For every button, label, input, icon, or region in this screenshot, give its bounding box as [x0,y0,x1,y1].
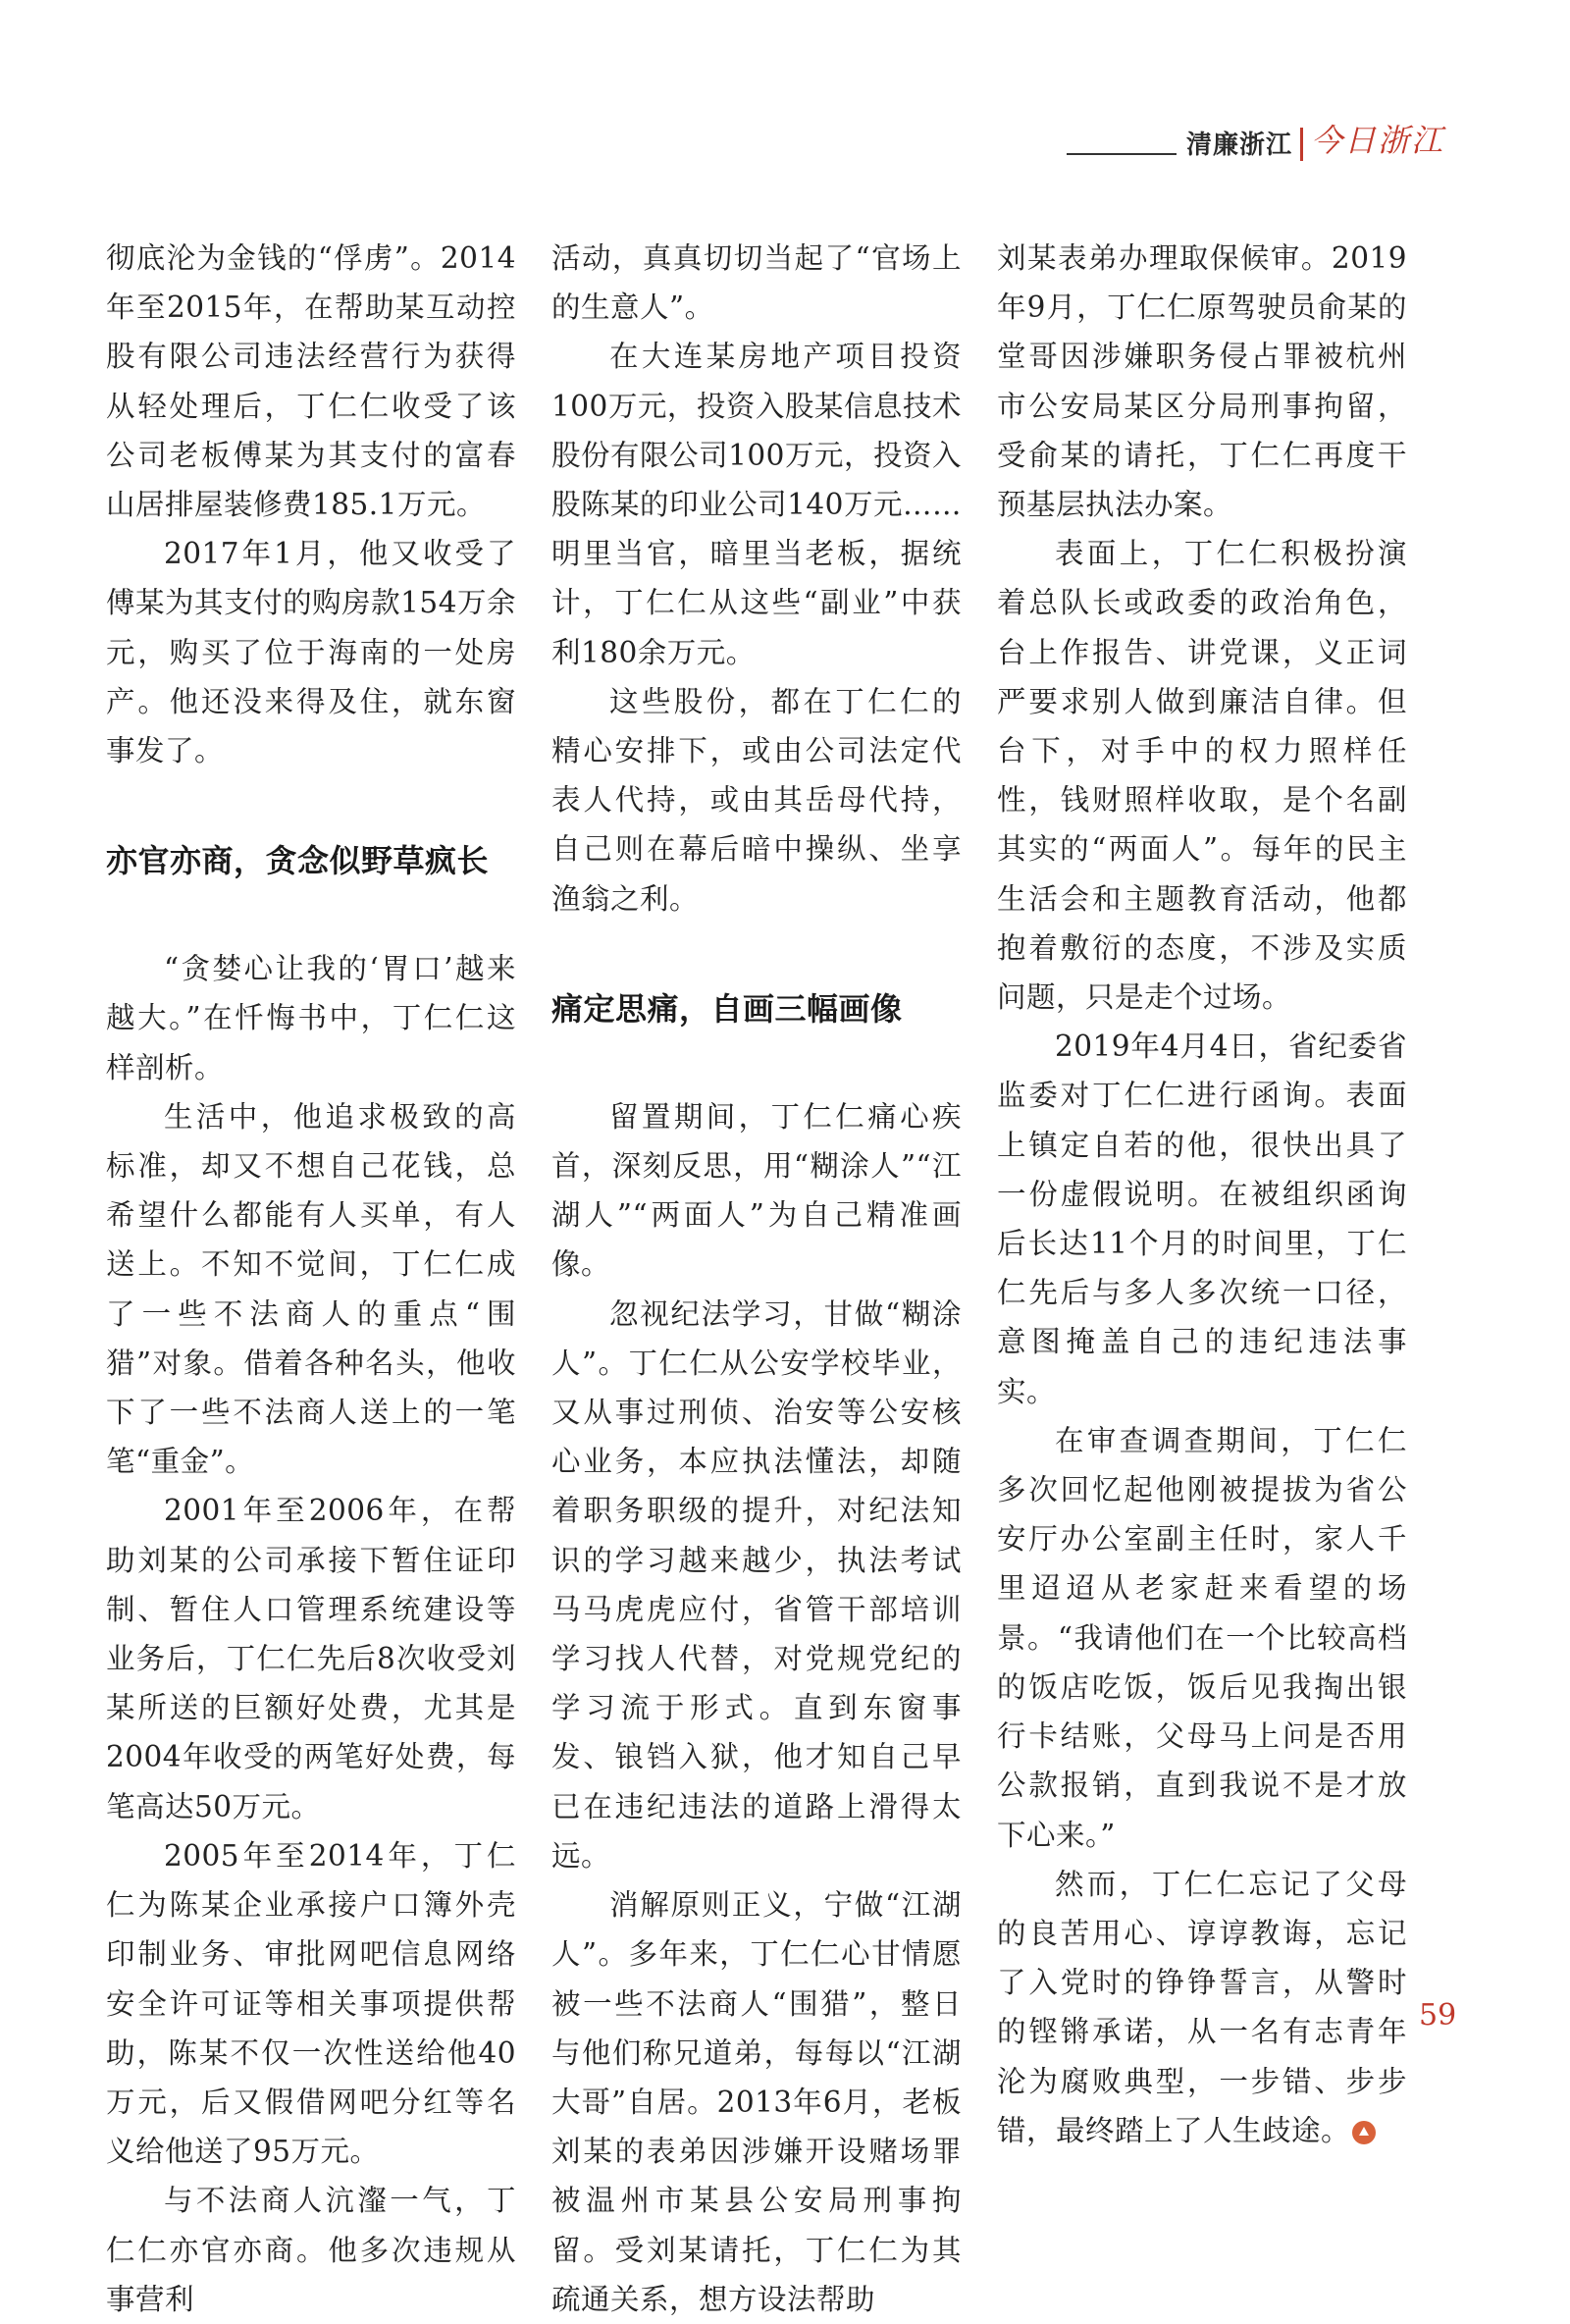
paragraph-text: 消解原则正义，宁做“江湖人”。多年来，丁仁仁心甘情愿被一些不法商人“围猎”，整日与他们称兄道弟，每每以“江湖大哥”自居。2013年6月，老板刘某的表弟因涉嫌开设赌场罪被温州市某县公安局刑事拘留。受刘某请托，丁仁仁为其疏通关系，想方设法帮助 [551,1888,962,2316]
heading-text: 痛定思痛，自画三幅画像 [551,989,903,1028]
paragraph-text: 2019年4月4日，省纪委省监委对丁仁仁进行函询。表面上镇定自若的他，很快出具了一份虚假说明。在被组织函询后长达11个月的时间里，丁仁仁先后与多人多次统一口径，意图掩盖自己的违纪违法事实。 [997,1030,1407,1408]
paragraph-text: 2001年至2006年，在帮助刘某的公司承接下暂住证印制、暂住人口管理系统建设等业务后，丁仁仁先后8次收受刘某所送的巨额好处费，尤其是2004年收受的两笔好处费，每笔高达50万元。 [106,1494,516,1823]
paragraph [551,234,962,332]
magazine-logo: 今日浙江 [1310,122,1444,159]
paragraph-text: 在大连某房地产项目投资100万元，投资入股某信息技术股份有限公司100万元，投资入股陈某的印业公司140万元……明里当官，暗里当老板，据统计，丁仁仁从这些“副业”中获利180余万元。 [551,340,962,669]
heading-text: 亦官亦商，贪念似野草疯长 [106,842,490,880]
text-column-3 [997,234,1407,2155]
paragraph [106,1092,516,1487]
paragraph [551,677,962,924]
paragraph-text: 表面上，丁仁仁积极扮演着总队长或政委的政治角色，台上作报告、讲党课，义正词严要求别人做到廉洁自律。但台下，对手中的权力照样任性，钱财照样收取，是个名副其实的“两面人”。每年的民主生活会和主题教育活动，他都抱着敷衍的态度，不涉及实质问题，只是走个过场。 [997,537,1407,1015]
article-end-icon [1352,2121,1376,2144]
paragraph-text: 活动，真真切切当起了“官场上的生意人”。 [551,241,962,325]
paragraph [106,1486,516,1830]
paragraph [106,1831,516,2176]
paragraph [997,1022,1407,1416]
paragraph [551,332,962,676]
page-number: 59 [1419,1998,1457,2033]
section-heading [106,836,516,885]
paragraph [997,1416,1407,1860]
paragraph-text: 这些股份，都在丁仁仁的精心安排下，或由公司法定代表人代持，或由其岳母代持，自己则在幕后暗中操纵、坐享渔翁之利。 [551,684,962,916]
paragraph [997,529,1407,1022]
paragraph [551,1092,962,1290]
paragraph-text: 2017年1月，他又收受了傅某为其支付的购房款154万余元，购买了位于海南的一处房产。他还没来得及住，就东窗事发了。 [106,537,516,768]
text-column-2 [551,234,962,2324]
paragraph-text: 生活中，他追求极致的高标准，却又不想自己花钱，总希望什么都能有人买单，有人送上。不知不觉间，丁仁仁成了一些不法商人的重点“围猎”对象。借着各种名头，他收下了一些不法商人送上的一笔笔“重金”。 [106,1099,516,1479]
paragraph-text: 彻底沦为金钱的“俘虏”。2014年至2015年，在帮助某互动控股有限公司违法经营行为获得从轻处理后，丁仁仁收受了该公司老板傅某为其支付的富春山居排屋装修费185.1万元。 [106,241,516,522]
paragraph-text: 2005年至2014年，丁仁仁为陈某企业承接户口簿外壳印制业务、审批网吧信息网络安全许可证等相关事项提供帮助，陈某不仅一次性送给他40万元，后又假借网吧分红等名义给他送了95万元。 [106,1838,516,2169]
paragraph-text: 与不法商人沆瀣一气，丁仁仁亦官亦商。他多次违规从事营利 [106,2184,516,2316]
header-divider [1300,128,1303,161]
paragraph [106,529,516,775]
paragraph-text: 在审查调查期间，丁仁仁多次回忆起他刚被提拔为省公安厅办公室副主任时，家人千里迢迢从老家赶来看望的场景。“我请他们在一个比较高档的饭店吃饭，饭后见我掏出银行卡结账，父母马上问是否用公款报销，直到我说不是才放下心来。” [997,1423,1407,1852]
text-column-1 [106,234,516,2324]
paragraph [997,234,1407,529]
paragraph-text: “贪婪心让我的‘胃口’越来越大。”在忏悔书中，丁仁仁这样剖析。 [106,952,516,1084]
page-header [1067,116,1444,161]
header-section-title: 清廉浙江 [1185,131,1292,160]
section-heading [551,984,962,1033]
paragraph [551,1880,962,2324]
paragraph-text: 留置期间，丁仁仁痛心疾首，深刻反思，用“糊涂人”“江湖人”“两面人”为自己精准画像。 [551,1099,962,1282]
paragraph-text: 忽视纪法学习，甘做“糊涂人”。丁仁仁从公安学校毕业，又从事过刑侦、治安等公安核心业务，本应执法懂法，却随着职务职级的提升，对纪法知识的学习越来越少，执法考试马马虎虎应付，省管干部培训学习找人代替，对党规党纪的学习流于形式。直到东窗事发、锒铛入狱，他才知自己早已在违纪违法的道路上滑得太远。 [551,1296,962,1873]
header-rule [1067,153,1177,155]
paragraph [106,2176,516,2324]
paragraph [997,1860,1407,2155]
paragraph-text: 刘某表弟办理取保候审。2019年9月，丁仁仁原驾驶员俞某的堂哥因涉嫌职务侵占罪被杭州市公安局某区分局刑事拘留，受俞某的请托，丁仁仁再度干预基层执法办案。 [997,241,1407,522]
paragraph [106,944,516,1092]
paragraph [106,234,516,529]
paragraph [551,1290,962,1880]
paragraph-text: 然而，丁仁仁忘记了父母的良苦用心、谆谆教诲，忘记了入党时的铮铮誓言，从警时的铿锵承诺，从一名有志青年沦为腐败典型，一步错、步步错，最终踏上了人生歧途。 [997,1867,1407,2147]
